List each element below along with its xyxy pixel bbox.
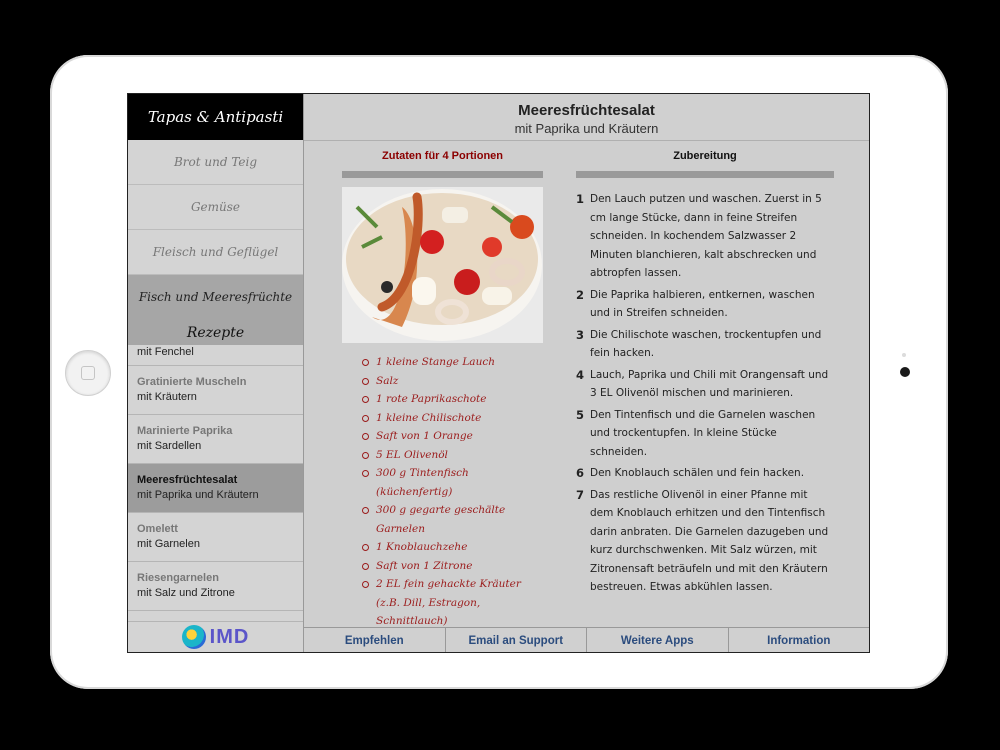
recipe-title: Omelett <box>137 523 178 535</box>
footer-bar <box>304 627 869 653</box>
recipes-section-label: Rezepte <box>128 319 303 347</box>
recipe-list-item[interactable] <box>128 513 303 562</box>
recipe-subtitle: mit Fenchel <box>137 346 194 358</box>
step-item <box>576 366 834 403</box>
camera-icon <box>900 367 910 377</box>
ingredient-item: 2 EL fein gehackte Kräuter (z.B. Dill, Estragon, Schnittlauch) <box>364 575 543 631</box>
heading-divider <box>342 171 543 178</box>
preparation-column <box>576 150 834 605</box>
recipe-header <box>304 94 869 141</box>
step-number: 6 <box>576 466 585 480</box>
ingredient-item: 5 EL Olivenöl <box>364 446 543 465</box>
recipe-title: Meeresfrüchtesalat <box>137 474 238 486</box>
step-number: 2 <box>576 287 585 302</box>
ingredients-list <box>342 353 543 631</box>
step-text: Den Tintenfisch und die Garnelen waschen und trockentupfen. In kleine Stücke schneiden. <box>590 408 816 458</box>
ingredient-item: 1 rote Paprikaschote <box>364 390 543 409</box>
app-screen <box>127 93 870 653</box>
recipe-list-item[interactable] <box>128 415 303 464</box>
recipe-title: Riesengarnelen <box>137 572 219 584</box>
ingredient-item: Salz <box>364 372 543 391</box>
recipe-subtitle: mit Salz und Zitrone <box>137 587 235 599</box>
recipe-subtitle: mit Kräutern <box>137 391 197 403</box>
step-item <box>576 486 834 597</box>
ingredient-item: Saft von 1 Zitrone <box>364 557 543 576</box>
globe-icon <box>182 625 206 649</box>
recipe-photo <box>342 187 543 343</box>
step-number: 1 <box>576 192 585 206</box>
step-text: Die Chilischote waschen, trockentupfen und fein hacken. <box>590 328 822 359</box>
step-text: Das restliche Olivenöl in einer Pfanne mit dem Knoblauch erhitzen und den Tintenfisch darin anbraten. Die Garnelen dazugeben und kurz durchschwenken. Mit Salz würzen, mit Zitronensaft beträufeln und mit den Kräutern bestreuen. Etwas abkühlen lassen. <box>590 488 829 593</box>
ingredient-item: 300 g gegarte geschälte Garnelen <box>364 501 543 538</box>
category-brot-und-teig[interactable]: Brot und Teig <box>128 140 303 185</box>
ingredient-item: 1 kleine Chilischote <box>364 409 543 428</box>
recipe-subtitle: mit Paprika und Kräutern <box>137 489 259 501</box>
step-text: Den Knoblauch schälen und fein hacken. <box>590 467 805 479</box>
home-button[interactable] <box>65 350 111 396</box>
ingredients-column <box>342 150 543 631</box>
step-item <box>576 326 834 363</box>
preparation-heading: Zubereitung <box>673 150 737 162</box>
recipe-title: Marinierte Paprika <box>137 425 233 437</box>
home-square-icon <box>81 366 95 380</box>
step-number: 3 <box>576 327 585 342</box>
ingredient-item: 300 g Tintenfisch (küchenfertig) <box>364 464 543 501</box>
ingredient-item: 1 kleine Stange Lauch <box>364 353 543 372</box>
ingredients-heading: Zutaten für 4 Portionen <box>382 150 503 162</box>
recipe-list-item[interactable] <box>128 345 303 366</box>
recipe-list[interactable] <box>128 345 303 621</box>
recipe-list-item[interactable] <box>128 366 303 415</box>
heading-divider <box>576 171 834 178</box>
ingredient-item: 1 Knoblauchzehe <box>364 538 543 557</box>
recipe-title: Meeresfrüchtesalat <box>518 102 655 119</box>
step-text: Den Lauch putzen und waschen. Zuerst in 5 cm lange Stücke, dann in feine Streifen schneiden. In kochendem Salzwasser 2 Minuten blanchieren, kalt abschrecken und abtropfen lassen. <box>590 193 822 279</box>
recipe-list-item-selected[interactable] <box>128 464 303 513</box>
step-item <box>576 190 834 283</box>
step-number: 7 <box>576 487 585 502</box>
information-button[interactable]: Information <box>767 634 831 647</box>
step-item <box>576 406 834 462</box>
more-apps-button[interactable]: Weitere Apps <box>587 628 729 653</box>
logo-text: IMD <box>209 625 250 648</box>
ingredient-item: Saft von 1 Orange <box>364 427 543 446</box>
category-gemuese[interactable]: Gemüse <box>128 185 303 230</box>
light-sensor <box>902 353 906 357</box>
sidebar-title: Tapas & Antipasti <box>128 94 303 140</box>
imd-logo[interactable] <box>128 621 303 652</box>
step-text: Lauch, Paprika und Chili mit Orangensaft und 3 EL Olivenöl mischen und marinieren. <box>590 368 829 399</box>
recipe-title: Gratinierte Muscheln <box>137 376 247 388</box>
preparation-steps[interactable] <box>576 190 834 605</box>
step-text: Die Paprika halbieren, entkernen, waschen und in Streifen schneiden. <box>590 288 815 319</box>
recipe-detail <box>304 94 869 652</box>
step-item <box>576 286 834 323</box>
category-fisch-und-meeresfruechte[interactable]: Fisch und Meeresfrüchte <box>128 275 303 319</box>
recipe-subtitle: mit Sardellen <box>137 440 202 452</box>
step-item <box>576 464 834 483</box>
step-number: 4 <box>576 367 585 382</box>
sidebar <box>128 94 304 652</box>
recipe-subtitle: mit Garnelen <box>137 538 200 550</box>
step-number: 5 <box>576 407 585 422</box>
recommend-button[interactable]: Empfehlen <box>304 628 446 653</box>
recipe-subtitle: mit Paprika und Kräutern <box>514 121 659 136</box>
email-support-button[interactable]: Email an Support <box>446 628 588 653</box>
category-fleisch-und-gefluegel[interactable]: Fleisch und Geflügel <box>128 230 303 275</box>
recipe-list-item[interactable] <box>128 562 303 611</box>
